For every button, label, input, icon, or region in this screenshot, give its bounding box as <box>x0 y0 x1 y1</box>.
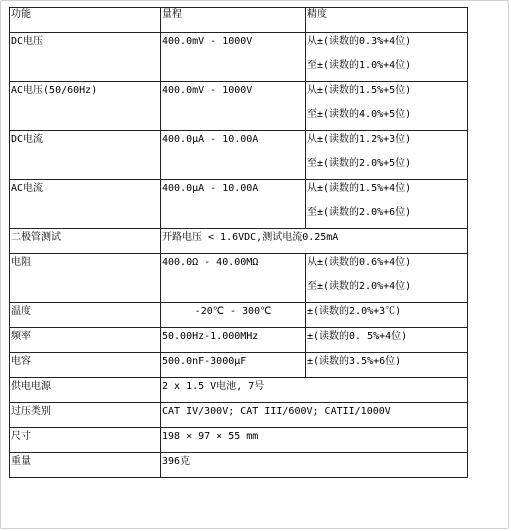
spec-value-cell <box>161 453 468 478</box>
function-cell <box>10 328 161 353</box>
function-label: 温度 <box>11 306 31 317</box>
function-cell <box>10 180 161 229</box>
table-row <box>10 303 468 328</box>
range-value: 400.0Ω - 40.00MΩ <box>162 257 259 268</box>
accuracy-cell <box>306 303 468 328</box>
range-value: 500.0nF-3000μF <box>162 356 247 367</box>
function-cell <box>10 353 161 378</box>
range-value: -20℃ - 300℃ <box>194 306 272 317</box>
accuracy-cell <box>306 131 468 180</box>
range-cell <box>161 353 306 378</box>
table-row <box>10 254 468 303</box>
range-value: 50.00Hz-1.000MHz <box>162 331 259 342</box>
function-label: DC电压 <box>11 36 44 47</box>
spec-table-body <box>10 8 468 478</box>
function-cell <box>10 33 161 82</box>
accuracy-line: 从±(读数的0.3%+4位) <box>307 36 412 47</box>
table-row <box>10 428 468 453</box>
function-label: 频率 <box>11 331 31 342</box>
range-cell <box>161 33 306 82</box>
range-value: 400.0mV - 1000V <box>162 36 253 47</box>
accuracy-cell <box>306 254 468 303</box>
function-cell <box>10 254 161 303</box>
function-label: 供电电源 <box>11 381 51 392</box>
function-cell <box>10 453 161 478</box>
function-label: 二极管测试 <box>11 232 61 243</box>
accuracy-line: 至±(读数的2.0%+5位) <box>307 158 412 169</box>
function-cell <box>10 82 161 131</box>
function-label: AC电流 <box>11 183 44 194</box>
table-row <box>10 453 468 478</box>
accuracy-line: ±(读数的2.0%+3℃) <box>307 306 402 317</box>
header-function: 功能 <box>10 8 161 33</box>
accuracy-line: 至±(读数的4.0%+5位) <box>307 109 412 120</box>
spec-table <box>9 7 468 478</box>
spec-value: CAT IV/300V; CAT III/600V; CATII/1000V <box>162 406 391 417</box>
table-row <box>10 180 468 229</box>
function-cell <box>10 403 161 428</box>
accuracy-line: ±(读数的0. 5%+4位) <box>307 331 408 342</box>
range-value: 400.0mV - 1000V <box>162 85 253 96</box>
range-value: 400.0μA - 10.00A <box>162 183 259 194</box>
table-row <box>10 82 468 131</box>
table-row <box>10 328 468 353</box>
function-label: DC电流 <box>11 134 44 145</box>
range-value: 400.0μA - 10.00A <box>162 134 259 145</box>
accuracy-line: 从±(读数的0.6%+4位) <box>307 257 412 268</box>
accuracy-line: ±(读数的3.5%+6位) <box>307 356 402 367</box>
accuracy-cell <box>306 328 468 353</box>
range-cell <box>161 328 306 353</box>
table-row <box>10 33 468 82</box>
function-cell <box>10 131 161 180</box>
header-accuracy: 精度 <box>306 8 468 33</box>
range-cell <box>161 180 306 229</box>
function-label: 电阻 <box>11 257 31 268</box>
function-label: 尺寸 <box>11 431 31 442</box>
spec-value: 198 × 97 × 55 mm <box>162 431 259 442</box>
function-label: 过压类别 <box>11 406 51 417</box>
accuracy-line: 至±(读数的1.0%+4位) <box>307 60 412 71</box>
table-row <box>10 403 468 428</box>
accuracy-cell <box>306 180 468 229</box>
spec-value: 396克 <box>162 456 191 467</box>
function-cell <box>10 378 161 403</box>
accuracy-line: 从±(读数的1.5%+4位) <box>307 183 412 194</box>
accuracy-cell <box>306 353 468 378</box>
function-label: AC电压(50/60Hz) <box>11 85 98 96</box>
accuracy-line: 从±(读数的1.5%+5位) <box>307 85 412 96</box>
table-row <box>10 229 468 254</box>
function-cell <box>10 303 161 328</box>
range-cell <box>161 303 306 328</box>
table-row <box>10 353 468 378</box>
accuracy-line: 至±(读数的2.0%+6位) <box>307 207 412 218</box>
spec-value: 开路电压 < 1.6VDC,测试电流0.25mA <box>162 232 339 243</box>
accuracy-line: 从±(读数的1.2%+3位) <box>307 134 412 145</box>
function-label: 重量 <box>11 456 31 467</box>
header-range: 量程 <box>161 8 306 33</box>
range-cell <box>161 131 306 180</box>
function-cell <box>10 428 161 453</box>
function-label: 电容 <box>11 356 31 367</box>
accuracy-line: 至±(读数的2.0%+4位) <box>307 281 412 292</box>
accuracy-cell <box>306 33 468 82</box>
spec-value: 2 x 1.5 V电池, 7号 <box>162 381 265 392</box>
range-cell <box>161 82 306 131</box>
function-cell <box>10 229 161 254</box>
table-row <box>10 131 468 180</box>
spec-value-cell <box>161 428 468 453</box>
spec-value-cell <box>161 229 468 254</box>
header-row <box>10 8 468 33</box>
table-row <box>10 378 468 403</box>
accuracy-cell <box>306 82 468 131</box>
spec-value-cell <box>161 378 468 403</box>
spec-value-cell <box>161 403 468 428</box>
range-cell <box>161 254 306 303</box>
